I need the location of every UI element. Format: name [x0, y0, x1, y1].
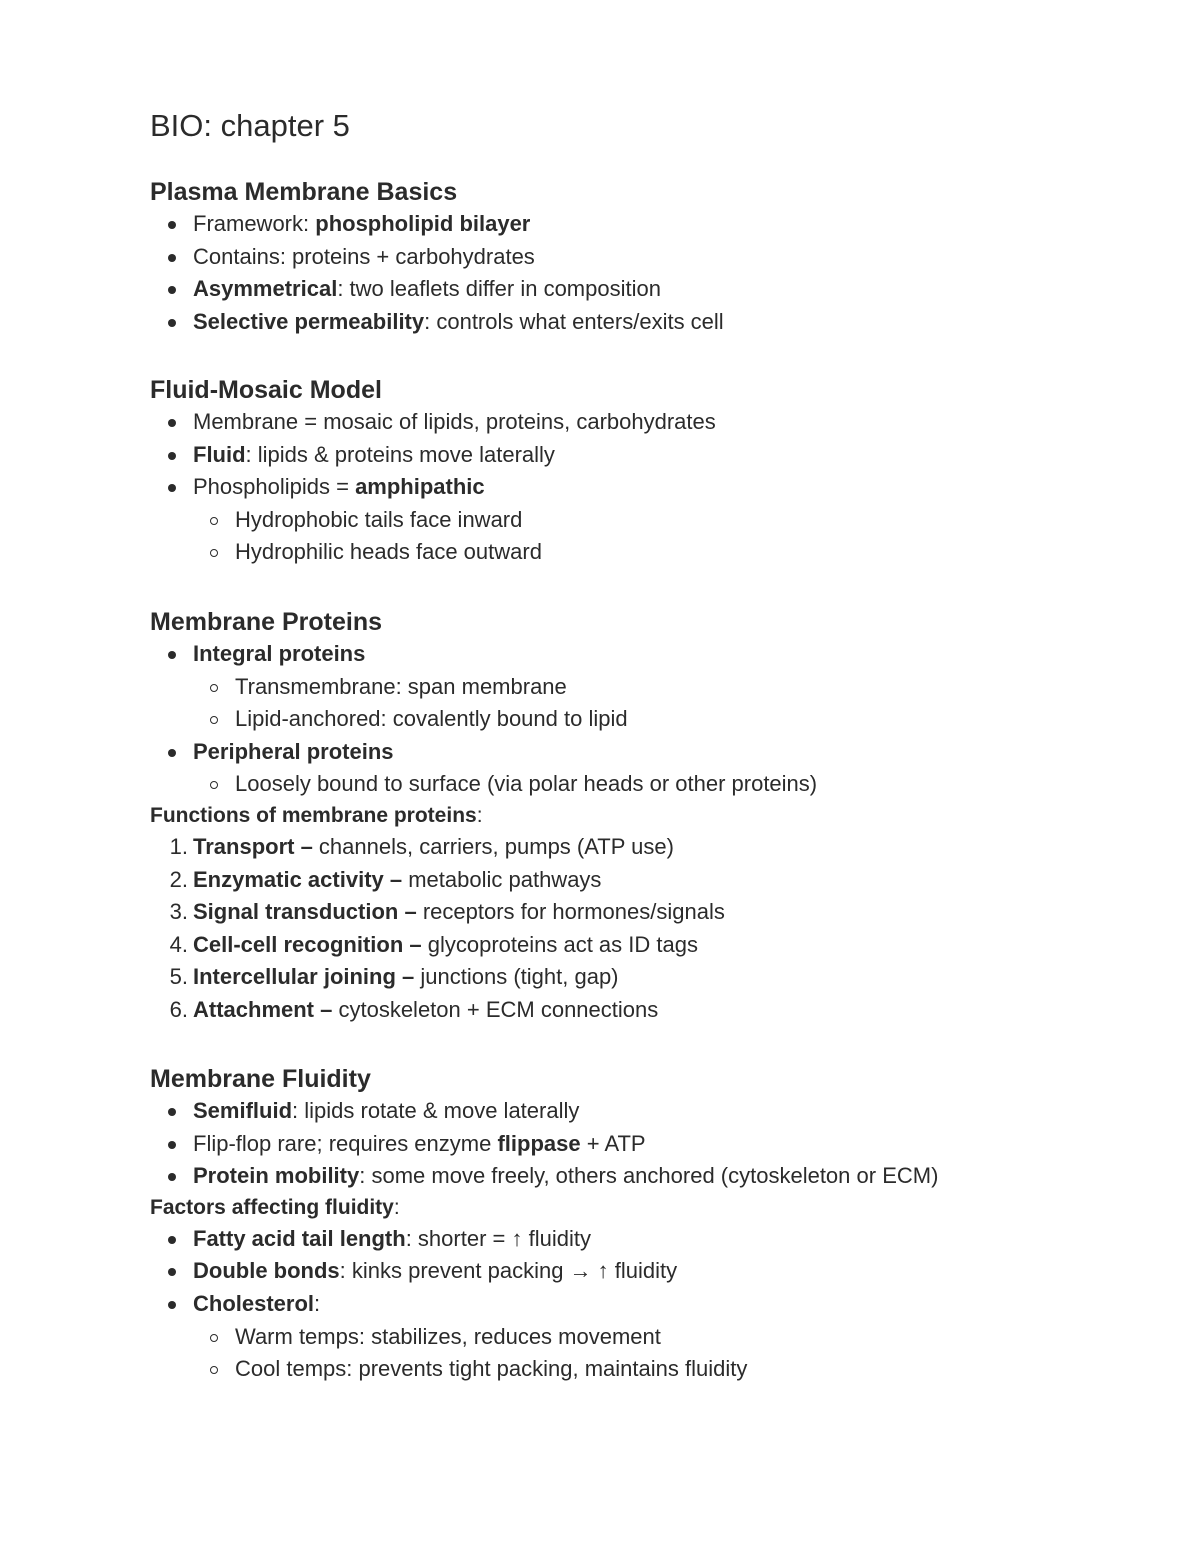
list-item: Asymmetrical: two leaflets differ in composition — [150, 273, 1050, 306]
list-item: Phospholipids = amphipathic — [150, 471, 1050, 504]
numbered-item: 1. Transport – channels, carriers, pumps (ATP use) — [169, 833, 674, 859]
section-heading: Plasma Membrane Basics — [150, 178, 458, 206]
document-title: BIO: chapter 5 — [150, 108, 350, 143]
sub-list-item: Hydrophobic tails face inward — [150, 504, 1050, 537]
list-item: Fatty acid tail length: shorter = ↑ fluidity — [150, 1223, 1050, 1256]
sub-list-item: Transmembrane: span membrane — [150, 671, 1050, 704]
numbered-item: 6. Attachment – cytoskeleton + ECM connections — [169, 996, 659, 1022]
sub-list-item: Lipid-anchored: covalently bound to lipid — [150, 703, 1050, 736]
factors-subheading: Factors affecting fluidity: — [150, 1195, 400, 1219]
list-item: Contains: proteins + carbohydrates — [150, 241, 1050, 274]
sub-list-item: Hydrophilic heads face outward — [150, 536, 1050, 569]
section-fluid-mosaic-model — [150, 374, 1050, 569]
sub-list-item: Warm temps: stabilizes, reduces movement — [150, 1321, 1050, 1354]
list-item: Membrane = mosaic of lipids, proteins, carbohydrates — [150, 406, 1050, 439]
section-membrane-proteins — [150, 606, 1050, 1027]
functions-subheading: Functions of membrane proteins: — [150, 803, 483, 827]
list-item: Protein mobility: some move freely, others anchored (cytoskeleton or ECM) — [150, 1160, 1023, 1193]
section-heading: Membrane Proteins — [150, 608, 383, 636]
list-item: Semifluid: lipids rotate & move laterally — [150, 1095, 1050, 1128]
list-item: Integral proteins — [150, 638, 1050, 671]
numbered-item: 4. Cell-cell recognition – glycoproteins act as ID tags — [169, 931, 698, 957]
numbered-item: 2. Enzymatic activity – metabolic pathways — [169, 866, 602, 892]
list-item: Peripheral proteins — [150, 736, 1050, 769]
list-item: Selective permeability: controls what enters/exits cell — [150, 306, 1050, 339]
section-plasma-membrane-basics — [150, 176, 1050, 338]
section-heading: Fluid-Mosaic Model — [150, 376, 382, 404]
list-item: Framework: phospholipid bilayer — [150, 208, 1050, 241]
numbered-item: 5. Intercellular joining – junctions (tight, gap) — [169, 964, 619, 990]
list-item: Double bonds: kinks prevent packing → ↑ fluidity — [150, 1255, 1050, 1288]
sub-list-item: Loosely bound to surface (via polar heads or other proteins) — [150, 768, 1050, 801]
section-membrane-fluidity — [150, 1063, 1050, 1386]
numbered-item: 3. Signal transduction – receptors for hormones/signals — [169, 899, 725, 925]
list-item: Flip-flop rare; requires enzyme flippase + ATP — [150, 1128, 1050, 1161]
list-item: Cholesterol: — [150, 1288, 1050, 1321]
list-item: Fluid: lipids & proteins move laterally — [150, 439, 1050, 472]
sub-list-item: Cool temps: prevents tight packing, maintains fluidity — [150, 1353, 1050, 1386]
section-heading: Membrane Fluidity — [150, 1065, 371, 1093]
